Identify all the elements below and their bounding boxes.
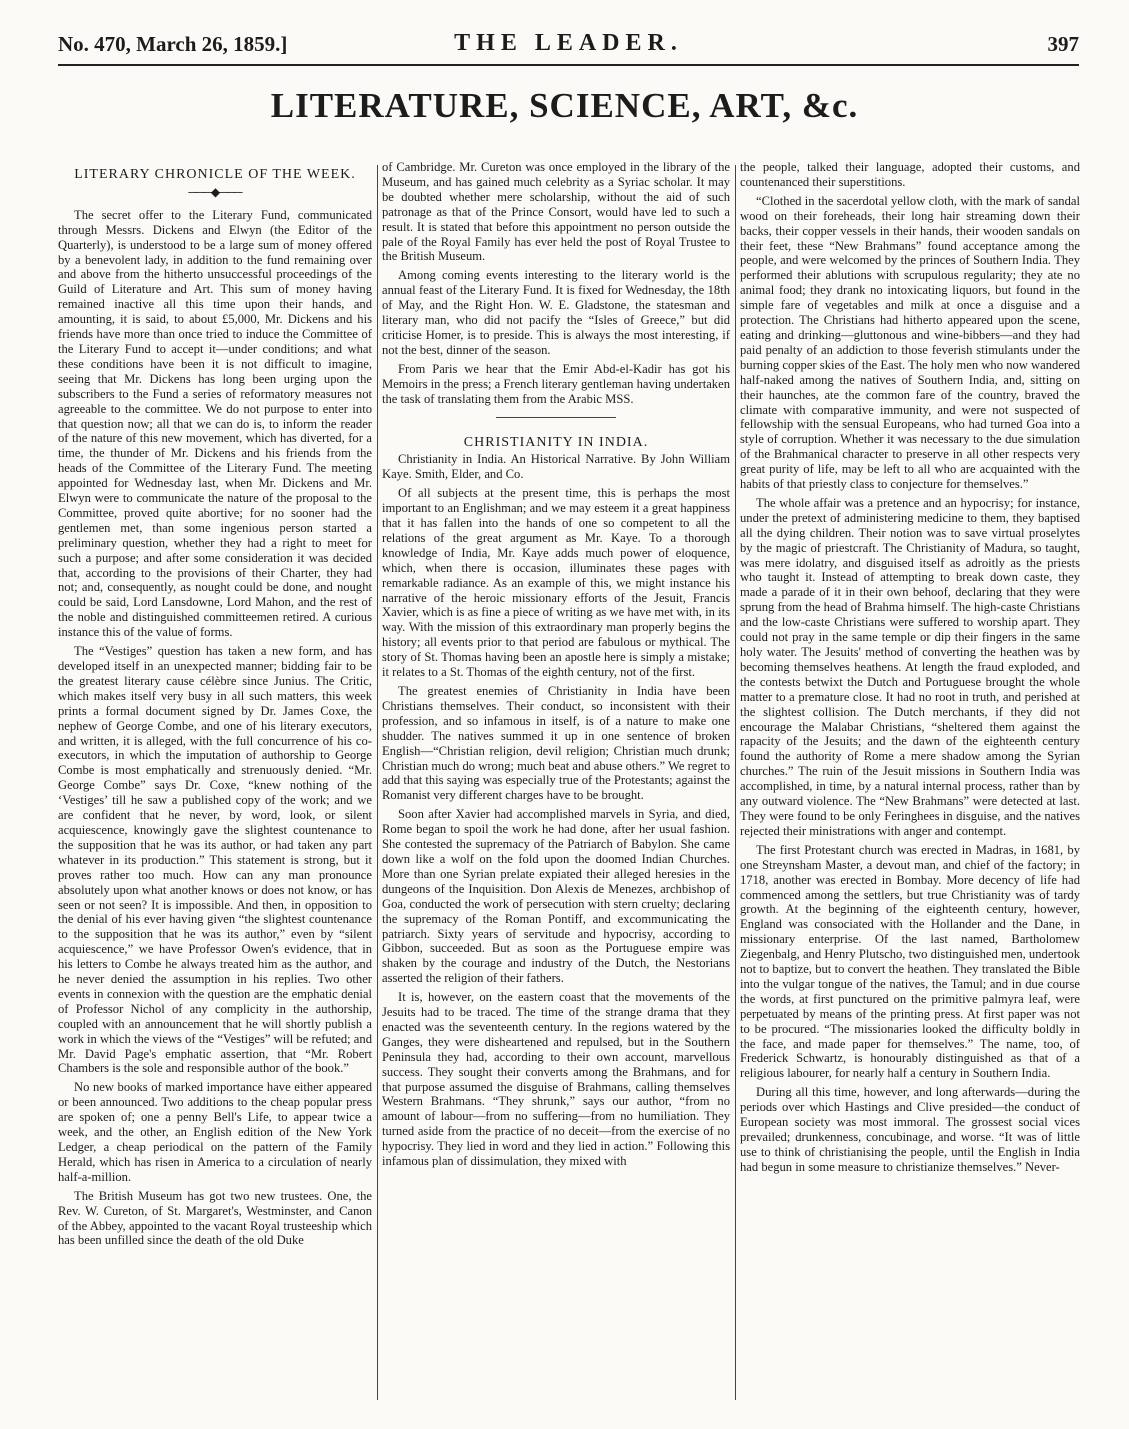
- section-banner: LITERATURE, SCIENCE, ART, &c.: [270, 86, 859, 125]
- issue-date: No. 470, March 26, 1859.]: [58, 32, 288, 56]
- chronicle-paragraph: The secret offer to the Literary Fund, communicated through Messrs. Dickens and Elwyn (the Editor of the Quarterly), is understood to be a large sum of money offered by a benevolent lady, in addition to the fund remaining over and above from the hitherto unsuccessful proceedings of the Guild of Literature and Art. This sum of money having remained inactive all this time upon their hands, and amounting, it is said, to about £5,000, Mr. Dickens and his friends have more than once tried to induce the Committee of the Literary Fund to accept it—under conditions; and what these conditions have been it is not difficult to imagine, seeing that Mr. Dickens has long been urging upon the subscribers to the Fund a series of reformatory measures not agreeable to the committee. We do not purpose to enter into that question now; all that we can do is, to inform the reader of the nature of this new movement, which has diverted, for a time, the thunder of Mr. Dickens and his friends from the heads of the Committee of the Literary Fund. The meeting appointed for Wednesday last, when Mr. Dickens and Mr. Elwyn were to communicate the nature of the proposal to the Committee, proved quite abortive; for no sooner had the gentlemen met, than some ingenious person started a preliminary question, whether they had a right to meet for such a purpose; and after some consideration it was decided that, according to the provisions of their Charter, they had not; and, consequently, as nought could be done, and nought could be said, Lord Lansdowne, Lord Mahon, and the rest of the noble and distinguished committeemen retired. A curious instance this of the value of forms.: [58, 207, 372, 640]
- review-book-details: Christianity in India. An Historical Narrative. By John William Kaye. Smith, Elder, and Co.: [382, 452, 730, 482]
- review-paragraph: the people, talked their language, adopted their customs, and countenanced their superstitions.: [740, 160, 1080, 189]
- review-paragraph: Of all subjects at the present time, this is perhaps the most important to an Englishman; and we may esteem it a great happiness that it has fallen into the hands of one so competent to all the relations of the great argument as Mr. Kaye. To a thorough knowledge of India, Mr. Kaye adds much power of eloquence, which, when there is occasion, illuminates these pages with remarkable radiance. As an example of this, we might instance his narrative of the heroic missionary efforts of the Jesuit, Francis Xavier, which is as fine a piece of writing as we have met with, in its way. With the mission of this extraordinary man properly begins the history; all events prior to that period are fabulous or mythical. The story of St. Thomas having been an apostle here is simply a mistake; it relates to a St. Thomas of the eighth century, not of the first.: [382, 486, 730, 680]
- chronicle-paragraph: of Cambridge. Mr. Cureton was once employed in the library of the Museum, and has gained much celebrity as a Syriac scholar. It may be doubted whether mere scholarship, without the aid of such patronage as that of the Prince Consort, would have led to such a result. It is stated that before this appointment no person outside the pale of the Royal Family has ever held the post of Royal Trustee to the British Museum.: [382, 160, 730, 264]
- section-divider: [496, 417, 616, 418]
- column-rule: [735, 165, 736, 1400]
- review-paragraph: During all this time, however, and long afterwards—during the periods over which Hastings and Clive presided—the conduct of European society was most immoral. The grossest social vices prevailed; drunkenness, concubinage, and worse. “It was of little use to think of christianising the people, until the English in India had begun in some measure to christianize themselves.” Never-: [740, 1085, 1080, 1174]
- chronicle-paragraph: The “Vestiges” question has taken a new form, and has developed itself in an unexpected manner; bidding fair to be the greatest literary cause célèbre since Junius. The Critic, which makes itself very busy in all such matters, this week prints a formal document signed by Dr. James Coxe, the nephew of George Combe, and one of his literary executors, and written, it is alleged, with the full concurrence of his co-executors, in which the imputation of authorship to George Combe is most emphatically and strenuously denied. “Mr. George Combe” says Dr. Coxe, “knew nothing of the ‘Vestiges’ till he saw a published copy of the work; and we are confident that he never, by word, look, or silent acquiescence, knowingly gave the slightest countenance to the supposition that he was its author, or had taken any part whatever in its production.” This statement is strong, but it proves rather too much. How can any man pronounce absolutely upon what another knows or does not know, or has seen or not seen? It is impossible. And then, in opposition to the denial of his ever having given “the slightest countenance to the supposition that he was its author,” even by “silent acquiescence,” we have Professor Owen's evidence, that in his letters to Combe he always treated him as the author, and he never denied the assumption in his replies. Two other events in connexion with the question are the emphatic denial of Professor Nichol of any complicity in the authorship, coupled with an announcement that he will shortly publish a work in which the views of the “Vestiges” will be refuted; and Mr. David Page's emphatic assertion, that “Mr. Robert Chambers is the sole and responsible author of the book.”: [58, 644, 372, 1076]
- review-quotation: “Clothed in the sacerdotal yellow cloth, with the mark of sandal wood on their foreheads, their long hair streaming down their backs, their copper vessels in their hands, their wooden sandals on their feet, these “New Brahmans” found acceptance among the people, and were welcomed by the princes of Southern India. They performed their ablutions with scrupulous regularity; they ate no animal food; they drank no intoxicating liquors, but found in the simple fare of vegetables and milk at once a disguise and a protection. The Christians had hitherto appeared upon the scene, eating and drinking—gluttonous and wine-bibbers—and they had paid penalty of an addiction to those feverish stimulants under the burning copper skies of the East. The holy men who now wandered half-naked among the natives of Southern India, and, sitting on their haunches, ate the common fare of the country, braved the climate with comparative immunity, and were not suspected of fellowship with the sensual Europeans, who had turned Goa into a style of corruption. Whether it was necessary to the due simulation of the Brahmanical character to preserve in all other respects very great purity of life, may be left to all who are acquainted with the habits of that priestly class to conjecture for themselves.”: [740, 193, 1080, 492]
- review-paragraph: The first Protestant church was erected in Madras, in 1681, by one Streynsham Master, a devout man, and chief of the factory; in 1718, another was erected in Bombay. More decency of life had commenced among the settlers, but true Christianity was of tardy growth. At the beginning of the eighteenth century, however, England was consociated with the Hollander and the Dane, in missionary enterprise. Of the last named, Bartholomew Ziegenbalg, and Henry Plutscho, two distinguished men, undertook not to baptize, but to convert the heathen. They translated the Bible into the vulgar tongue of the natives, the Tamul; and in due course the words, at first punctured on the primitive palmyra leaf, were perpetuated by means of the printing press. At first paper was not to be procured. “The missionaries looked the difficulty boldly in the face, and made paper for themselves.” The name, too, of Frederick Schwartz, is honourably distinguished as that of a religious labourer, for nearly half a century in Southern India.: [740, 842, 1080, 1081]
- column-2: [382, 160, 730, 1410]
- review-paragraph: The greatest enemies of Christianity in India have been Christians themselves. Their conduct, so inconsistent with their profession, and so infamous in itself, is of a nature to make one shudder. The natives summed it up in one sentence of broken English—“Christian religion, devil religion; Christian much drunk; Christian much do wrong; much beat and abuse others.” We regret to add that this saying was especially true of the Protestants; against the Romanist very different charges have to be brought.: [382, 684, 730, 803]
- masthead-title: THE LEADER.: [454, 30, 683, 56]
- page-number: 397: [1047, 32, 1079, 56]
- chronicle-paragraph: The British Museum has got two new trustees. One, the Rev. W. Cureton, of St. Margaret's, Westminster, and Canon of the Abbey, appointed to the vacant Royal trusteeship which has been unfilled since the death of the old Duke: [58, 1188, 372, 1248]
- column-3: [740, 160, 1080, 1410]
- review-paragraph: Soon after Xavier had accomplished marvels in Syria, and died, Rome began to spoil the work he had done, after her usual fashion. She contested the supremacy of the Patriarch of Babylon. She came down like a wolf on the fold upon the doomed Indian Churches. More than one Syrian prelate expiated their alleged heresies in the dungeons of the Inquisition. Don Alexis de Menezes, archbishop of Goa, conducted the work of persecution with stern cruelty; declaring the supremacy of the Roman Pontiff, and excommunicating the patriarch. Sixty years of servitude and hypocrisy, according to Gibbon, succeeded. But as soon as the Portuguese empire was shaken by the courage and industry of the Dutch, the Nestorians asserted the religion of their fathers.: [382, 807, 730, 986]
- column-rule: [377, 165, 378, 1400]
- column-1: [58, 160, 372, 1410]
- chronicle-title: LITERARY CHRONICLE OF THE WEEK.: [74, 167, 356, 182]
- review-title: CHRISTIANITY IN INDIA.: [463, 434, 649, 450]
- chronicle-paragraph: Among coming events interesting to the literary world is the annual feast of the Literary Fund. It is fixed for Wednesday, the 18th of May, and the Right Hon. W. E. Gladstone, the statesman and literary man, who did not pacify the “Isles of Greece,” but did criticise Homer, is to preside. This is always the most interesting, if not the best, dinner of the season.: [382, 268, 730, 357]
- chronicle-paragraph: From Paris we hear that the Emir Abd-el-Kadir has got his Memoirs in the press; a French literary gentleman having undertaken the task of translating them from the Arabic MSS.: [382, 361, 730, 406]
- ornament-rule-icon: ───◆───: [188, 184, 242, 199]
- review-paragraph: It is, however, on the eastern coast that the movements of the Jesuits had to be traced. The time of the strange drama that they enacted was the seventeenth century. In the regions watered by the Ganges, they were disheartened and repulsed, but in the Southern Peninsula they had, according to their own account, marvellous success. They sought their converts among the Brahmans, and for that purpose assumed the disguise of Brahmans, calling themselves Western Brahmans. “They shrunk,” says our author, “from no amount of labour—from no suffering—from no humiliation. They turned aside from the practice of no deceit—from the exercise of no hypocrisy. They lied in word and they lied in action.” Following this infamous plan of dissimulation, they mixed with: [382, 990, 730, 1169]
- running-head: [58, 30, 1079, 66]
- review-paragraph: The whole affair was a pretence and an hypocrisy; for instance, under the pretext of administering medicine to them, they baptised all the dying children. Their notion was to save virtual proselytes by the magic of priestcraft. The Christianity of Madura, so taught, was mere idolatry, and disguised itself as adroitly as the priests who taught it. Instead of attempting to break down caste, they made a parade of it in their own behoof, declaring that they were sprung from the head of Brahma himself. The high-caste Christians and the low-caste Christians were suffered to worship apart. They could not pray in the same temple or dip their fingers in the same holy water. The Jesuits' method of converting the heathen was by becoming themselves heathens. At length the fraud exploded, and the contests betwixt the Dutch and Portuguese brought the whole matter to a premature close. It had no root in truth, and perished at the slightest collision. The Dutch merchants, if they did not encourage the Malabar Christians, “sheltered them against the rapacity of the Jesuits; and the dawn of the eighteenth century found the authority of Rome a mere shadow among the Syrian churches.” The ruin of the Jesuit missions in Southern India was accomplished, in time, by a natural internal process, rather than by any outward violence. The “New Brahmans” were detected at last. They were found to be only Feringhees in disguise, and the natives rejected their ministrations with anger and contempt.: [740, 495, 1080, 838]
- chronicle-paragraph: No new books of marked importance have either appeared or been announced. Two additions to the cheap popular press are spoken of; one a penny Bell's Life, to appear twice a week, and the other, an English edition of the New York Ledger, a cheap periodical on the pattern of the Family Herald, which has risen in America to a circulation of nearly half-a-million.: [58, 1080, 372, 1184]
